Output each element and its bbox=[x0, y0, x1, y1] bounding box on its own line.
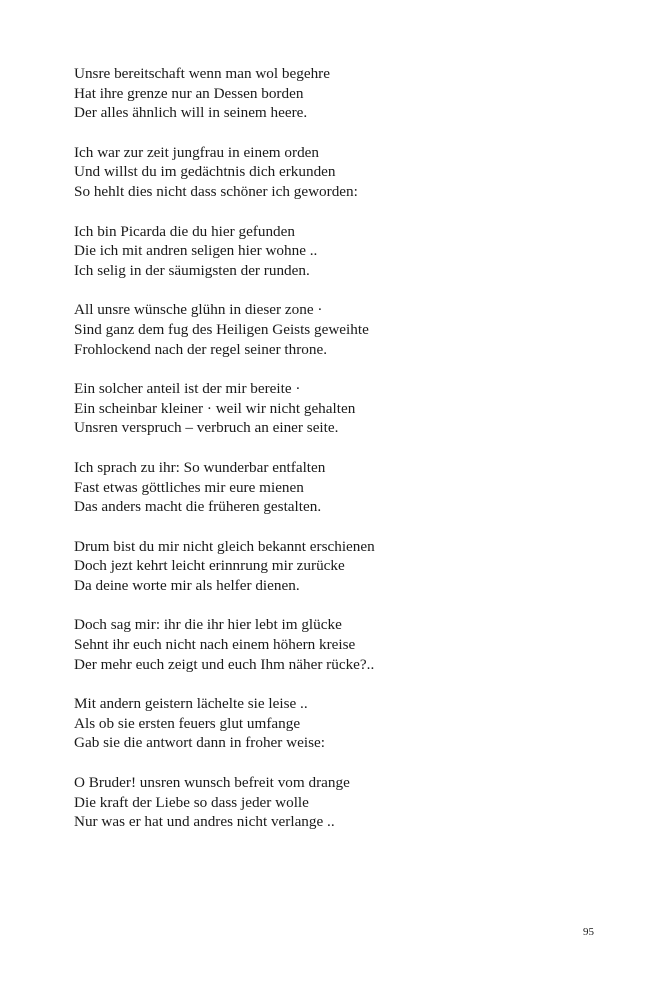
verse-line: Ein scheinbar kleiner · weil wir nicht gehalten bbox=[74, 399, 356, 417]
stanza-4 bbox=[74, 300, 614, 359]
stanza-9 bbox=[74, 694, 614, 753]
verse-line: All unsre wünsche glühn in dieser zone · bbox=[74, 301, 323, 319]
verse-line: Nur was er hat und andres nicht verlange .. bbox=[74, 813, 335, 831]
page-number: 95 bbox=[583, 926, 594, 938]
verse-line: Ich sprach zu ihr: So wunderbar entfalten bbox=[74, 458, 326, 476]
verse-line: Ich bin Picarda die du hier gefunden bbox=[74, 222, 295, 240]
verse-line: Der alles ähnlich will in seinem heere. bbox=[74, 104, 308, 122]
verse-line: Das anders macht die früheren gestalten. bbox=[74, 498, 322, 516]
verse-line: Die kraft der Liebe so dass jeder wolle bbox=[74, 793, 309, 811]
verse-line: Sehnt ihr euch nicht nach einem höhern kreise bbox=[74, 636, 356, 654]
stanza-2 bbox=[74, 143, 614, 202]
poem-text bbox=[74, 64, 614, 852]
verse-line: O Bruder! unsren wunsch befreit vom drange bbox=[74, 774, 350, 792]
verse-line: Da deine worte mir als helfer dienen. bbox=[74, 576, 300, 594]
stanza-1 bbox=[74, 64, 614, 123]
stanza-7 bbox=[74, 537, 614, 596]
stanza-5 bbox=[74, 379, 614, 438]
verse-line: Ein solcher anteil ist der mir bereite · bbox=[74, 380, 301, 398]
verse-line: Gab sie die antwort dann in froher weise: bbox=[74, 734, 325, 752]
verse-line: Frohlockend nach der regel seiner throne. bbox=[74, 340, 328, 358]
verse-line: Als ob sie ersten feuers glut umfange bbox=[74, 714, 301, 732]
stanza-6 bbox=[74, 458, 614, 517]
verse-line: Sind ganz dem fug des Heiligen Geists geweihte bbox=[74, 320, 369, 338]
verse-line: Der mehr euch zeigt und euch Ihm näher rücke?.. bbox=[74, 655, 375, 673]
verse-line: Unsre bereitschaft wenn man wol begehre bbox=[74, 65, 330, 82]
verse-line: Die ich mit andren seligen hier wohne .. bbox=[74, 242, 318, 260]
verse-line: Hat ihre grenze nur an Dessen borden bbox=[74, 84, 304, 102]
verse-line: Ich war zur zeit jungfrau in einem orden bbox=[74, 143, 320, 161]
verse-line: Und willst du im gedächtnis dich erkunden bbox=[74, 163, 336, 181]
verse-line: Fast etwas göttliches mir eure mienen bbox=[74, 478, 304, 496]
stanza-8 bbox=[74, 615, 614, 674]
stanza-3 bbox=[74, 222, 614, 281]
verse-line: Unsren verspruch – verbruch an einer seite. bbox=[74, 419, 339, 437]
verse-line: So hehlt dies nicht dass schöner ich geworden: bbox=[74, 182, 358, 200]
verse-line: Doch sag mir: ihr die ihr hier lebt im glücke bbox=[74, 616, 342, 634]
verse-line: Drum bist du mir nicht gleich bekannt erschienen bbox=[74, 537, 375, 555]
stanza-10 bbox=[74, 773, 614, 832]
verse-line: Mit andern geistern lächelte sie leise .. bbox=[74, 695, 308, 713]
verse-line: Doch jezt kehrt leicht erinnrung mir zurücke bbox=[74, 557, 345, 575]
verse-line: Ich selig in der säumigsten der runden. bbox=[74, 261, 310, 279]
